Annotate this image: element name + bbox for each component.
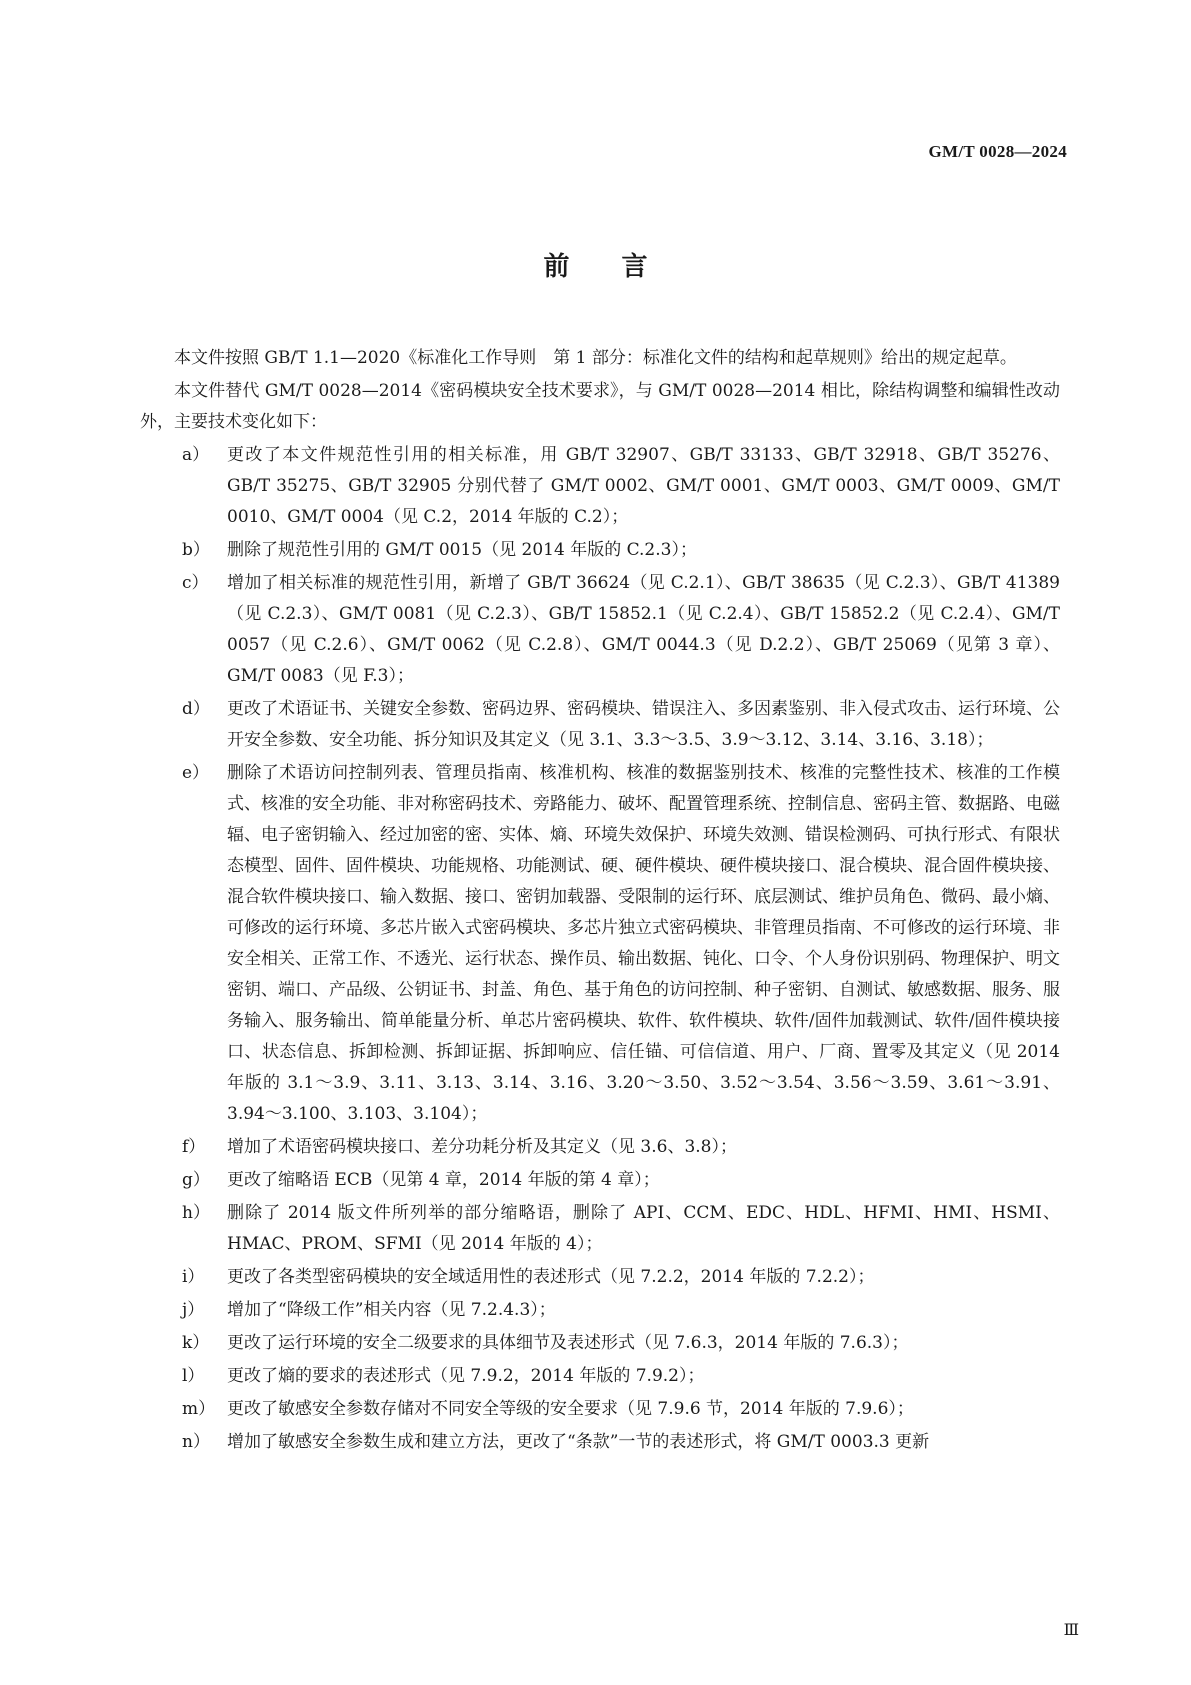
list-item — [140, 535, 1060, 566]
list-item — [140, 440, 1060, 533]
list-item — [140, 1394, 1060, 1425]
list-marker: b） — [182, 540, 210, 560]
list-item-text: 更改了术语证书、关键安全参数、密码边界、密码模块、错误注入、多因素鉴别、非入侵式攻击、运行环境、公开安全参数、安全功能、拆分知识及其定义（见 3.1、3.3～3.5、3.9～3.12、3.14、3.16、3.18）； — [227, 699, 1060, 750]
list-marker: c） — [182, 573, 209, 593]
list-item-text: 增加了敏感安全参数生成和建立方法，更改了“条款”一节的表述形式，将 GM/T 0003.3 更新 — [227, 1432, 930, 1452]
list-item — [140, 694, 1060, 756]
list-marker: a） — [182, 445, 210, 465]
foreword-body — [140, 343, 1060, 1460]
list-item-text: 增加了“降级工作”相关内容（见 7.2.4.3）； — [227, 1300, 556, 1320]
list-item-text: 更改了各类型密码模块的安全域适用性的表述形式（见 7.2.2，2014 年版的 7.2.2）； — [227, 1267, 875, 1287]
list-marker: l） — [182, 1366, 205, 1386]
list-item-text: 更改了本文件规范性引用的相关标准，用 GB/T 32907、GB/T 33133、GB/T 32918、GB/T 35276、GB/T 35275、GB/T 32905 分别代替了 GM/T 0002、GM/T 0001、GM/T 0003、GM/T 0009、GM/T 0010、GM/T 0004（见 C.2，2014 年版的 C.2）； — [227, 445, 1060, 527]
intro-paragraph-2: 本文件替代 GM/T 0028—2014《密码模块安全技术要求》，与 GM/T 0028—2014 相比，除结构调整和编辑性改动外，主要技术变化如下： — [140, 381, 1060, 432]
list-item — [140, 1198, 1060, 1260]
list-marker: h） — [182, 1203, 210, 1223]
list-marker: f） — [182, 1137, 206, 1157]
list-item-text: 增加了相关标准的规范性引用，新增了 GB/T 36624（见 C.2.1）、GB/T 38635（见 C.2.3）、GB/T 41389（见 C.2.3）、GM/T 0081（见 C.2.3）、GB/T 15852.1（见 C.2.4）、GB/T 15852.2（见 C.2.4）、GM/T 0057（见 C.2.6）、GM/T 0062（见 C.2.8）、GM/T 0044.3（见 D.2.2）、GB/T 25069（见第 3 章）、GM/T 0083（见 F.3）； — [227, 573, 1060, 686]
intro-paragraph-1: 本文件按照 GB/T 1.1—2020《标准化工作导则 第 1 部分：标准化文件的结构和起草规则》给出的规定起草。 — [174, 348, 1017, 368]
list-marker: m） — [182, 1399, 216, 1419]
list-item — [140, 1328, 1060, 1359]
list-marker: i） — [182, 1267, 205, 1287]
list-item — [140, 1427, 1060, 1458]
list-item-text: 删除了 2014 版文件所列举的部分缩略语，删除了 API、CCM、EDC、HDL、HFMI、HMI、HSMI、HMAC、PROM、SFMI（见 2014 年版的 4）； — [227, 1203, 1060, 1254]
list-item-text: 更改了运行环境的安全二级要求的具体细节及表述形式（见 7.6.3，2014 年版的 7.6.3）； — [227, 1333, 909, 1353]
list-item-text: 删除了规范性引用的 GM/T 0015（见 2014 年版的 C.2.3）； — [227, 540, 697, 560]
list-item-text: 删除了术语访问控制列表、管理员指南、核准机构、核准的数据鉴别技术、核准的完整性技术、核准的工作模式、核准的安全功能、非对称密码技术、旁路能力、破坏、配置管理系统、控制信息、密码主管、数据路、电磁辐、电子密钥输入、经过加密的密、实体、熵、环境失效保护、环境失效测、错误检测码、可执行形式、有限状态模型、固件、固件模块、功能规格、功能测试、硬、硬件模块、硬件模块接口、混合模块、混合固件模块接、混合软件模块接口、输入数据、接口、密钥加载器、受限制的运行环、底层测试、维护员角色、微码、最小熵、可修改的运行环境、多芯片嵌入式密码模块、多芯片独立式密码模块、非管理员指南、不可修改的运行环境、非安全相关、正常工作、不透光、运行状态、操作员、输出数据、钝化、口令、个人身份识别码、物理保护、明文密钥、端口、产品级、公钥证书、封盖、角色、基于角色的访问控制、种子密钥、自测试、敏感数据、服务、服务输入、服务输出、简单能量分析、单芯片密码模块、软件、软件模块、软件/固件加载测试、软件/固件模块接口、状态信息、拆卸检测、拆卸证据、拆卸响应、信任锚、可信信道、用户、厂商、置零及其定义（见 2014 年版的 3.1～3.9、3.11、3.13、3.14、3.16、3.20～3.50、3.52～3.54、3.56～3.59、3.61～3.91、3.94～3.100、3.103、3.104）； — [227, 763, 1060, 1124]
page-title: 前言 — [543, 252, 700, 282]
list-marker: n） — [182, 1432, 210, 1452]
list-marker: j） — [182, 1300, 205, 1320]
changes-list — [140, 440, 1060, 1458]
list-item — [140, 1165, 1060, 1196]
list-item — [140, 1132, 1060, 1163]
list-item-text: 增加了术语密码模块接口、差分功耗分析及其定义（见 3.6、3.8）； — [227, 1137, 737, 1157]
list-item — [140, 758, 1060, 1130]
list-item — [140, 1361, 1060, 1392]
list-item-text: 更改了敏感安全参数存储对不同安全等级的安全要求（见 7.9.6 节，2014 年版的 7.9.6）； — [227, 1399, 914, 1419]
list-marker: d） — [182, 699, 210, 719]
list-item — [140, 1262, 1060, 1293]
document-code: GM/T 0028—2024 — [928, 142, 1067, 161]
list-marker: k） — [182, 1333, 210, 1353]
list-item-text: 更改了缩略语 ECB（见第 4 章，2014 年版的第 4 章）； — [227, 1170, 660, 1190]
list-marker: e） — [182, 763, 210, 783]
list-item — [140, 568, 1060, 692]
page-number: Ⅲ — [1063, 1622, 1079, 1639]
list-item-text: 更改了熵的要求的表述形式（见 7.9.2，2014 年版的 7.9.2）； — [227, 1366, 705, 1386]
list-marker: g） — [182, 1170, 210, 1190]
list-item — [140, 1295, 1060, 1326]
